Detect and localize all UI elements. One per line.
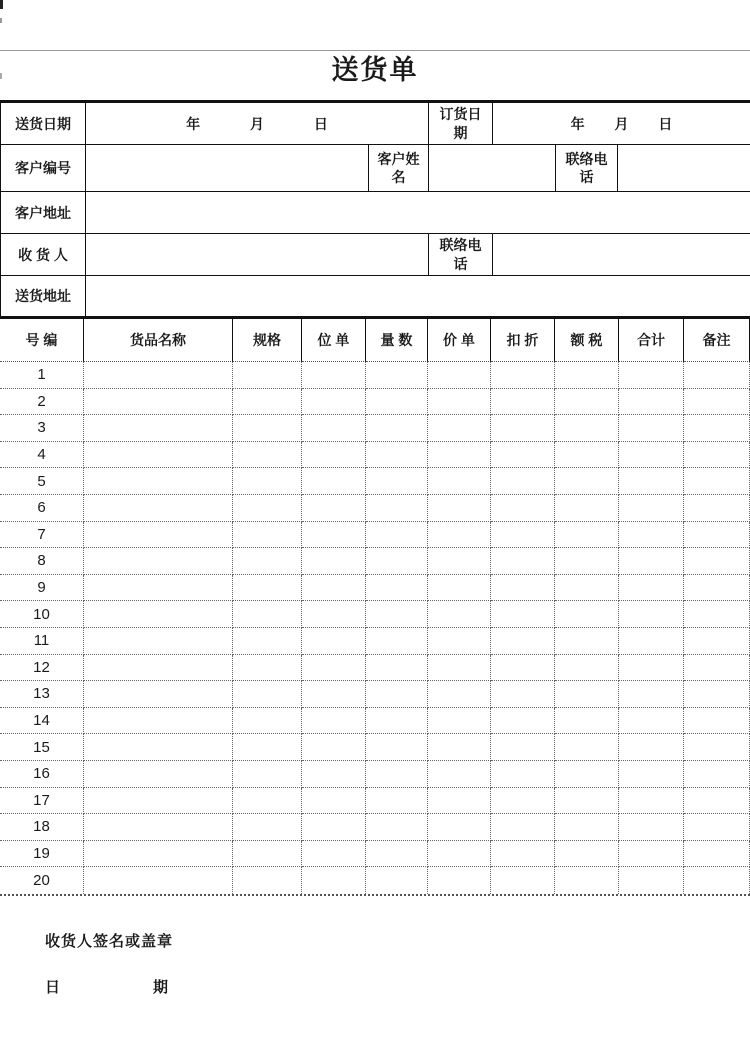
- item-row: [0, 601, 750, 628]
- item-cell[interactable]: [302, 841, 366, 868]
- item-cell[interactable]: [619, 575, 684, 602]
- info-form: [0, 100, 750, 316]
- item-cell[interactable]: [233, 548, 302, 575]
- item-no-cell: 20: [0, 867, 84, 894]
- order-date-label: 订货日期: [429, 103, 493, 145]
- item-cell[interactable]: [366, 761, 428, 788]
- item-cell[interactable]: [555, 548, 619, 575]
- item-cell[interactable]: [302, 575, 366, 602]
- date-label-right: 期: [153, 979, 169, 996]
- item-cell[interactable]: [84, 841, 233, 868]
- customer-address-field[interactable]: [86, 192, 750, 234]
- item-cell[interactable]: [491, 389, 555, 416]
- contact-phone-label: 联络电话: [556, 145, 618, 192]
- items-body: [0, 362, 750, 894]
- item-cell[interactable]: [619, 548, 684, 575]
- item-cell[interactable]: [684, 548, 750, 575]
- item-no-cell: 16: [0, 761, 84, 788]
- item-cell[interactable]: [302, 867, 366, 894]
- item-cell[interactable]: [302, 655, 366, 682]
- item-cell[interactable]: [233, 681, 302, 708]
- item-row: [0, 788, 750, 815]
- item-cell[interactable]: [84, 867, 233, 894]
- item-cell[interactable]: [84, 788, 233, 815]
- item-cell[interactable]: [233, 841, 302, 868]
- item-cell[interactable]: [302, 548, 366, 575]
- item-cell[interactable]: [428, 841, 491, 868]
- item-no-cell: 3: [0, 415, 84, 442]
- item-no-cell: 14: [0, 708, 84, 735]
- item-cell[interactable]: [428, 601, 491, 628]
- item-cell[interactable]: [491, 841, 555, 868]
- column-header-product-name: 货品名称: [84, 319, 233, 362]
- item-cell[interactable]: [302, 628, 366, 655]
- item-cell[interactable]: [619, 655, 684, 682]
- item-cell[interactable]: [302, 601, 366, 628]
- column-header-tax: 额 税: [555, 319, 619, 362]
- item-cell[interactable]: [302, 389, 366, 416]
- item-row: [0, 362, 750, 389]
- column-header-unit-price: 价 单: [428, 319, 491, 362]
- item-cell[interactable]: [84, 734, 233, 761]
- item-cell[interactable]: [302, 814, 366, 841]
- signature-label: 收货人签名或盖章: [45, 933, 174, 950]
- item-no-cell: 9: [0, 575, 84, 602]
- customer-address-label: 客户地址: [1, 192, 86, 234]
- item-cell[interactable]: [366, 734, 428, 761]
- contact-phone-field[interactable]: [618, 145, 750, 192]
- item-cell[interactable]: [233, 575, 302, 602]
- item-cell[interactable]: [233, 442, 302, 469]
- item-cell[interactable]: [84, 442, 233, 469]
- item-cell[interactable]: [491, 468, 555, 495]
- item-cell[interactable]: [84, 575, 233, 602]
- column-header-no: 号 编: [0, 319, 84, 362]
- item-cell[interactable]: [233, 761, 302, 788]
- item-no-cell: 7: [0, 522, 84, 549]
- item-cell[interactable]: [619, 389, 684, 416]
- item-cell[interactable]: [491, 708, 555, 735]
- delivery-address-label: 送货地址: [1, 276, 86, 316]
- item-cell[interactable]: [684, 362, 750, 389]
- item-cell[interactable]: [428, 548, 491, 575]
- item-cell[interactable]: [84, 495, 233, 522]
- item-cell[interactable]: [684, 681, 750, 708]
- item-cell[interactable]: [491, 575, 555, 602]
- item-cell[interactable]: [84, 814, 233, 841]
- item-cell[interactable]: [555, 522, 619, 549]
- item-no-cell: 12: [0, 655, 84, 682]
- item-cell[interactable]: [619, 522, 684, 549]
- item-cell[interactable]: [233, 601, 302, 628]
- item-cell[interactable]: [491, 601, 555, 628]
- item-cell[interactable]: [619, 867, 684, 894]
- item-cell[interactable]: [233, 495, 302, 522]
- date-label: [45, 976, 168, 997]
- item-cell[interactable]: [491, 522, 555, 549]
- item-cell[interactable]: [684, 601, 750, 628]
- customer-name-field[interactable]: [429, 145, 556, 192]
- item-row: [0, 468, 750, 495]
- item-cell[interactable]: [366, 681, 428, 708]
- item-cell[interactable]: [555, 442, 619, 469]
- item-cell[interactable]: [619, 734, 684, 761]
- item-cell[interactable]: [619, 601, 684, 628]
- item-cell[interactable]: [619, 708, 684, 735]
- item-cell[interactable]: [428, 681, 491, 708]
- item-cell[interactable]: [491, 548, 555, 575]
- item-cell[interactable]: [619, 362, 684, 389]
- item-row: [0, 415, 750, 442]
- item-cell[interactable]: [366, 628, 428, 655]
- column-header-total: 合计: [619, 319, 684, 362]
- item-cell[interactable]: [491, 814, 555, 841]
- item-no-cell: 5: [0, 468, 84, 495]
- item-cell[interactable]: [428, 495, 491, 522]
- item-cell[interactable]: [684, 788, 750, 815]
- item-cell[interactable]: [84, 628, 233, 655]
- item-cell[interactable]: [366, 362, 428, 389]
- item-row: [0, 575, 750, 602]
- item-cell[interactable]: [84, 601, 233, 628]
- delivery-date-label: 送货日期: [1, 103, 86, 145]
- item-cell[interactable]: [428, 442, 491, 469]
- item-cell[interactable]: [84, 415, 233, 442]
- order-date-field[interactable]: 年 月 日: [493, 103, 750, 145]
- column-header-spec: 规格: [233, 319, 302, 362]
- item-cell[interactable]: [491, 788, 555, 815]
- item-cell[interactable]: [619, 468, 684, 495]
- item-cell[interactable]: [84, 548, 233, 575]
- item-no-cell: 19: [0, 841, 84, 868]
- item-cell[interactable]: [555, 761, 619, 788]
- item-cell[interactable]: [428, 415, 491, 442]
- item-no-cell: 10: [0, 601, 84, 628]
- item-row: [0, 495, 750, 522]
- item-row: [0, 655, 750, 682]
- item-cell[interactable]: [555, 655, 619, 682]
- item-cell[interactable]: [555, 468, 619, 495]
- item-cell[interactable]: [302, 442, 366, 469]
- item-cell[interactable]: [491, 442, 555, 469]
- item-cell[interactable]: [428, 468, 491, 495]
- item-cell[interactable]: [302, 761, 366, 788]
- item-no-cell: 11: [0, 628, 84, 655]
- item-no-cell: 18: [0, 814, 84, 841]
- item-cell[interactable]: [233, 867, 302, 894]
- item-cell[interactable]: [366, 495, 428, 522]
- item-cell[interactable]: [428, 788, 491, 815]
- item-cell[interactable]: [684, 522, 750, 549]
- item-cell[interactable]: [428, 761, 491, 788]
- item-cell[interactable]: [555, 788, 619, 815]
- item-cell[interactable]: [366, 415, 428, 442]
- item-cell[interactable]: [233, 628, 302, 655]
- item-cell[interactable]: [302, 788, 366, 815]
- item-cell[interactable]: [491, 761, 555, 788]
- item-cell[interactable]: [555, 814, 619, 841]
- item-cell[interactable]: [428, 734, 491, 761]
- item-cell[interactable]: [684, 814, 750, 841]
- item-cell[interactable]: [366, 442, 428, 469]
- item-cell[interactable]: [684, 734, 750, 761]
- page-title: 送货单: [331, 55, 419, 85]
- item-cell[interactable]: [619, 415, 684, 442]
- item-cell[interactable]: [555, 495, 619, 522]
- item-cell[interactable]: [428, 708, 491, 735]
- item-cell[interactable]: [555, 601, 619, 628]
- consignee-field[interactable]: [86, 234, 429, 276]
- item-cell[interactable]: [555, 708, 619, 735]
- item-no-cell: 17: [0, 788, 84, 815]
- item-cell[interactable]: [366, 548, 428, 575]
- items-header-row: [0, 319, 750, 362]
- item-cell[interactable]: [491, 362, 555, 389]
- item-cell[interactable]: [555, 734, 619, 761]
- item-row: [0, 734, 750, 761]
- item-cell[interactable]: [684, 867, 750, 894]
- item-cell[interactable]: [233, 814, 302, 841]
- item-cell[interactable]: [366, 468, 428, 495]
- item-cell[interactable]: [491, 734, 555, 761]
- item-cell[interactable]: [684, 575, 750, 602]
- item-cell[interactable]: [366, 814, 428, 841]
- item-cell[interactable]: [302, 734, 366, 761]
- item-row: [0, 442, 750, 469]
- item-cell[interactable]: [302, 415, 366, 442]
- item-cell[interactable]: [233, 522, 302, 549]
- item-cell[interactable]: [366, 575, 428, 602]
- item-cell[interactable]: [233, 734, 302, 761]
- delivery-date-field[interactable]: 年 月 日: [86, 103, 429, 145]
- item-cell[interactable]: [302, 362, 366, 389]
- item-cell[interactable]: [619, 628, 684, 655]
- item-cell[interactable]: [684, 655, 750, 682]
- item-row: [0, 814, 750, 841]
- item-cell[interactable]: [366, 788, 428, 815]
- item-cell[interactable]: [233, 389, 302, 416]
- item-cell[interactable]: [233, 788, 302, 815]
- column-header-unit: 位 单: [302, 319, 366, 362]
- item-cell[interactable]: [491, 655, 555, 682]
- item-cell[interactable]: [619, 841, 684, 868]
- item-row: [0, 841, 750, 868]
- item-no-cell: 1: [0, 362, 84, 389]
- item-cell[interactable]: [619, 442, 684, 469]
- customer-no-label: 客户编号: [1, 145, 86, 192]
- item-cell[interactable]: [555, 415, 619, 442]
- item-cell[interactable]: [491, 681, 555, 708]
- item-cell[interactable]: [428, 867, 491, 894]
- customer-no-field[interactable]: [86, 145, 369, 192]
- item-cell[interactable]: [555, 389, 619, 416]
- item-cell[interactable]: [555, 575, 619, 602]
- item-cell[interactable]: [366, 601, 428, 628]
- item-cell[interactable]: [302, 708, 366, 735]
- item-cell[interactable]: [84, 389, 233, 416]
- consignee-phone-field[interactable]: [493, 234, 750, 276]
- item-row: [0, 761, 750, 788]
- item-cell[interactable]: [428, 628, 491, 655]
- item-cell[interactable]: [555, 628, 619, 655]
- item-cell[interactable]: [366, 389, 428, 416]
- items-table: [0, 316, 750, 896]
- customer-name-label: 客户姓名: [369, 145, 429, 192]
- item-cell[interactable]: [555, 867, 619, 894]
- item-row: [0, 681, 750, 708]
- item-cell[interactable]: [684, 495, 750, 522]
- item-cell[interactable]: [619, 788, 684, 815]
- item-cell[interactable]: [84, 708, 233, 735]
- item-row: [0, 522, 750, 549]
- item-no-cell: 15: [0, 734, 84, 761]
- item-cell[interactable]: [233, 708, 302, 735]
- item-no-cell: 6: [0, 495, 84, 522]
- item-cell[interactable]: [428, 814, 491, 841]
- item-cell[interactable]: [684, 628, 750, 655]
- consignee-phone-label: 联络电话: [429, 234, 493, 276]
- item-cell[interactable]: [491, 628, 555, 655]
- item-cell[interactable]: [684, 415, 750, 442]
- item-cell[interactable]: [684, 708, 750, 735]
- item-cell[interactable]: [233, 362, 302, 389]
- item-cell[interactable]: [84, 761, 233, 788]
- item-cell[interactable]: [366, 841, 428, 868]
- item-cell[interactable]: [428, 362, 491, 389]
- item-cell[interactable]: [366, 867, 428, 894]
- item-cell[interactable]: [491, 415, 555, 442]
- item-cell[interactable]: [302, 495, 366, 522]
- item-cell[interactable]: [366, 655, 428, 682]
- item-cell[interactable]: [233, 655, 302, 682]
- item-cell[interactable]: [491, 867, 555, 894]
- item-cell[interactable]: [619, 761, 684, 788]
- item-row: [0, 708, 750, 735]
- item-cell[interactable]: [84, 655, 233, 682]
- item-no-cell: 2: [0, 389, 84, 416]
- delivery-address-field[interactable]: [86, 276, 750, 316]
- item-row: [0, 389, 750, 416]
- scan-artifact: [0, 0, 3, 9]
- item-cell[interactable]: [366, 522, 428, 549]
- column-header-discount: 扣 折: [491, 319, 555, 362]
- item-cell[interactable]: [233, 468, 302, 495]
- column-header-remark: 备注: [684, 319, 750, 362]
- item-cell[interactable]: [684, 442, 750, 469]
- item-cell[interactable]: [84, 468, 233, 495]
- item-cell[interactable]: [555, 841, 619, 868]
- item-cell[interactable]: [684, 389, 750, 416]
- item-cell[interactable]: [302, 681, 366, 708]
- scan-artifact: [0, 18, 2, 23]
- item-cell[interactable]: [555, 681, 619, 708]
- item-cell[interactable]: [428, 389, 491, 416]
- item-cell[interactable]: [428, 575, 491, 602]
- item-cell[interactable]: [428, 655, 491, 682]
- item-row: [0, 548, 750, 575]
- item-no-cell: 8: [0, 548, 84, 575]
- consignee-label: 收 货 人: [1, 234, 86, 276]
- item-cell[interactable]: [619, 681, 684, 708]
- item-cell[interactable]: [684, 468, 750, 495]
- item-cell[interactable]: [233, 415, 302, 442]
- item-cell[interactable]: [302, 522, 366, 549]
- item-row: [0, 628, 750, 655]
- date-label-left: 日: [45, 979, 61, 996]
- item-row: [0, 867, 750, 894]
- item-cell[interactable]: [428, 522, 491, 549]
- item-cell[interactable]: [84, 522, 233, 549]
- item-cell[interactable]: [491, 495, 555, 522]
- item-cell[interactable]: [366, 708, 428, 735]
- item-cell[interactable]: [619, 495, 684, 522]
- item-cell[interactable]: [684, 761, 750, 788]
- item-cell[interactable]: [84, 681, 233, 708]
- item-no-cell: 13: [0, 681, 84, 708]
- item-cell[interactable]: [84, 362, 233, 389]
- item-cell[interactable]: [684, 841, 750, 868]
- column-header-quantity: 量 数: [366, 319, 428, 362]
- item-no-cell: 4: [0, 442, 84, 469]
- item-cell[interactable]: [619, 814, 684, 841]
- item-cell[interactable]: [555, 362, 619, 389]
- item-cell[interactable]: [302, 468, 366, 495]
- top-divider-line: [0, 50, 750, 51]
